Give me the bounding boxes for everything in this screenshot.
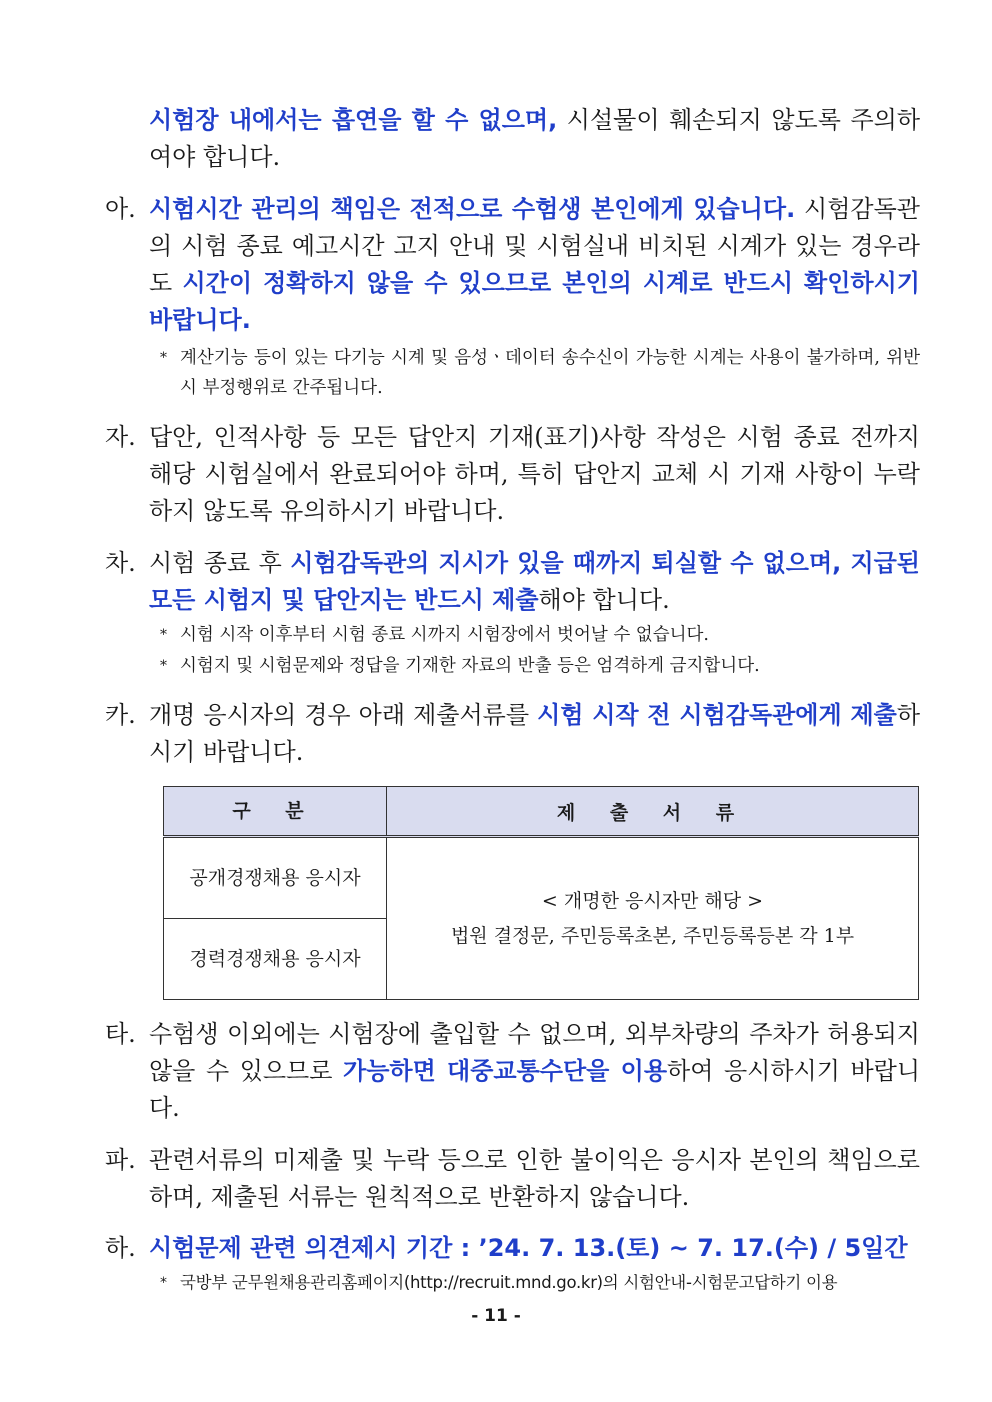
- submit-before-exam: 시험 시작 전 시험감독관에게 제출: [537, 701, 897, 729]
- documents-cell: [387, 837, 919, 1000]
- note-cha-1-text: 시험 시작 이후부터 시험 종료 시까지 시험장에서 벗어날 수 없습니다.: [180, 625, 709, 645]
- item-label-ka: 카.: [105, 701, 136, 729]
- note-cha-2: [160, 651, 920, 681]
- item-label-ta: 타.: [105, 1020, 136, 1048]
- ka-text2: 하시기 바랍니다.: [149, 701, 920, 766]
- row-career-competition: 경력경쟁채용 응시자: [164, 919, 387, 1000]
- table-header-row: [164, 787, 919, 837]
- note-watch-text: 계산기능 등이 있는 다기능 시계 및 음성ㆍ데이터 송수신이 가능한 시계는 사용이 불가하며, 위반 시 부정행위로 간주됩니다.: [180, 348, 920, 398]
- objection-period: 시험문제 관련 의견제시 기간 : ’24. 7. 13.(토) ~ 7. 17.(수) / 5일간: [149, 1234, 908, 1262]
- item-label-cha: 차.: [105, 549, 136, 577]
- ta-text1: 수험생 이외에는 시험장에 출입할 수 없으며, 외부차량의 주차가 허용되지 않을 수 있으므로: [149, 1020, 920, 1085]
- note-cha-1: [160, 620, 920, 650]
- note-ha-text: 국방부 군무원채용관리홈페이지(http://recruit.mnd.go.kr)의 시험안내-시험문고답하기 이용: [180, 1273, 838, 1292]
- note-ha: [160, 1268, 920, 1298]
- cha-text2: 해야 합니다.: [538, 586, 670, 614]
- item-label-pa: 파.: [105, 1146, 136, 1174]
- note-star: *: [160, 1275, 167, 1291]
- ka-text1: 개명 응시자의 경우 아래 제출서류를: [149, 701, 538, 729]
- time-text: 시험감독관의 시험 종료 예고시간 고지 안내 및 시험실내 비치된 시계가 있는 경우라도: [149, 195, 920, 297]
- note-cha-2-text: 시험지 및 시험문제와 정답을 기재한 자료의 반출 등은 엄격하게 금지합니다.: [180, 656, 760, 676]
- leave-restriction: 시험감독관의 지시가 있을 때까지 퇴실할 수 없으며, 지급된 모든 시험지 및 답안지는 반드시 제출: [149, 549, 920, 614]
- paragraph-a: [105, 191, 920, 339]
- documents-table: [163, 786, 919, 1000]
- paragraph-smoking: [105, 102, 920, 176]
- table-row: [164, 837, 919, 919]
- paragraph-cha: [105, 545, 920, 619]
- paragraph-pa: [105, 1142, 920, 1216]
- paragraph-ka: [105, 697, 920, 771]
- time-responsibility: 시험시간 관리의 책임은 전적으로 수험생 본인에게 있습니다.: [149, 195, 796, 223]
- item-label-a: 아.: [105, 195, 136, 223]
- public-transport: 가능하면 대중교통수단을 이용: [343, 1057, 668, 1085]
- ta-text2: 하여 응시하시기 바랍니다.: [149, 1057, 920, 1122]
- documents-list: 법원 결정문, 주민등록초본, 주민등록등본 각 1부: [450, 924, 855, 947]
- item-label-ja: 자.: [105, 423, 136, 451]
- smoking-warning: 시험장 내에서는 흡연을 할 수 없으며,: [149, 106, 558, 134]
- item-label-ha: 하.: [105, 1234, 136, 1262]
- page-number: - 11 -: [471, 1306, 521, 1326]
- paragraph-ha: [105, 1230, 920, 1267]
- answer-sheet-text: 답안, 인적사항 등 모든 답안지 기재(표기)사항 작성은 시험 종료 전까지 해당 시험실에서 완료되어야 하며, 특히 답안지 교체 시 기재 사항이 누락하지 않도록 유의하시기 바랍니다.: [149, 423, 920, 525]
- note-watch: [160, 343, 920, 403]
- paragraph-ta: [105, 1016, 920, 1127]
- header-documents: 제 출 서 류: [387, 787, 919, 837]
- paragraph-ja: [105, 419, 920, 530]
- facility-text: 시설물이 훼손되지 않도록 주의하여야 합니다.: [149, 106, 921, 171]
- clock-check: 시간이 정확하지 않을 수 있으므로 본인의 시계로 반드시 확인하시기 바랍니다.: [149, 269, 920, 334]
- cha-text1: 시험 종료 후: [149, 549, 291, 577]
- documents-condition: < 개명한 응시자만 해당 >: [541, 889, 764, 912]
- note-star: *: [160, 627, 167, 643]
- note-star: *: [160, 350, 167, 366]
- row-open-competition: 공개경쟁채용 응시자: [164, 837, 387, 919]
- header-category: 구 분: [164, 787, 387, 837]
- disadvantage-text: 관련서류의 미제출 및 누락 등으로 인한 불이익은 응시자 본인의 책임으로 하며, 제출된 서류는 원칙적으로 반환하지 않습니다.: [149, 1146, 920, 1211]
- note-star: *: [160, 658, 167, 674]
